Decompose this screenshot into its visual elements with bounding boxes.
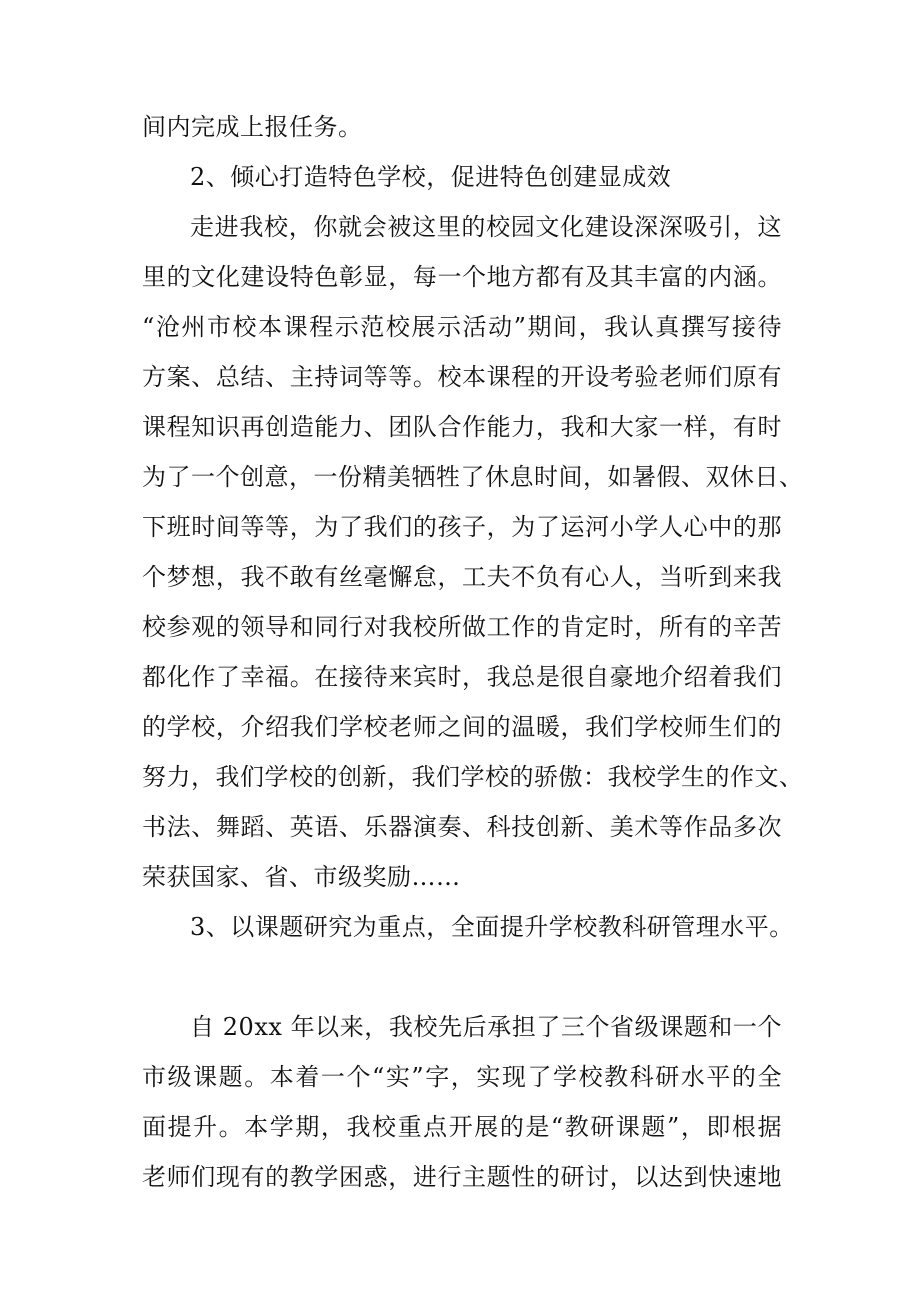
text-line: 个梦想，我不敢有丝毫懈怠，工夫不负有心人，当听到来我 <box>142 563 782 591</box>
text-line: 为了一个创意，一份精美牺牲了休息时间，如暑假、双休日、 <box>142 463 804 491</box>
text-line: 下班时间等等，为了我们的孩子，为了运河小学人心中的那 <box>142 513 782 541</box>
text-line: 书法、舞蹈、英语、乐器演奏、科技创新、美术等作品多次 <box>142 813 782 841</box>
text-line: 间内完成上报任务。 <box>142 113 363 141</box>
text-line: 自 20xx 年以来，我校先后承担了三个省级课题和一个 <box>190 1013 782 1041</box>
section-heading: 3、以课题研究为重点，全面提升学校教科研管理水平。 <box>190 913 794 941</box>
text-line: 努力，我们学校的创新，我们学校的骄傲：我校学生的作文、 <box>142 763 804 791</box>
text-line: 面提升。本学期，我校重点开展的是“教研课题”，即根据 <box>142 1113 782 1141</box>
text-line: 走进我校，你就会被这里的校园文化建设深深吸引，这 <box>190 213 782 241</box>
text-line: 老师们现有的教学困惑，进行主题性的研讨，以达到快速地 <box>142 1163 782 1191</box>
text-line: 里的文化建设特色彰显，每一个地方都有及其丰富的内涵。 <box>142 263 782 291</box>
text-line: 都化作了幸福。在接待来宾时，我总是很自豪地介绍着我们 <box>142 663 782 691</box>
text-line: 校参观的领导和同行对我校所做工作的肯定时，所有的辛苦 <box>142 613 782 641</box>
text-line: 课程知识再创造能力、团队合作能力，我和大家一样，有时 <box>142 413 782 441</box>
text-line: “沧州市校本课程示范校展示活动”期间，我认真撰写接待 <box>142 313 782 341</box>
text-line: 荣获国家、省、市级奖励…… <box>142 863 461 891</box>
text-line: 市级课题。本着一个“实”字，实现了学校教科研水平的全 <box>142 1063 782 1091</box>
text-line: 的学校，介绍我们学校老师之间的温暖，我们学校师生们的 <box>142 713 782 741</box>
text-line: 方案、总结、主持词等等。校本课程的开设考验老师们原有 <box>142 363 782 391</box>
section-heading: 2、倾心打造特色学校，促进特色创建显成效 <box>190 163 672 191</box>
